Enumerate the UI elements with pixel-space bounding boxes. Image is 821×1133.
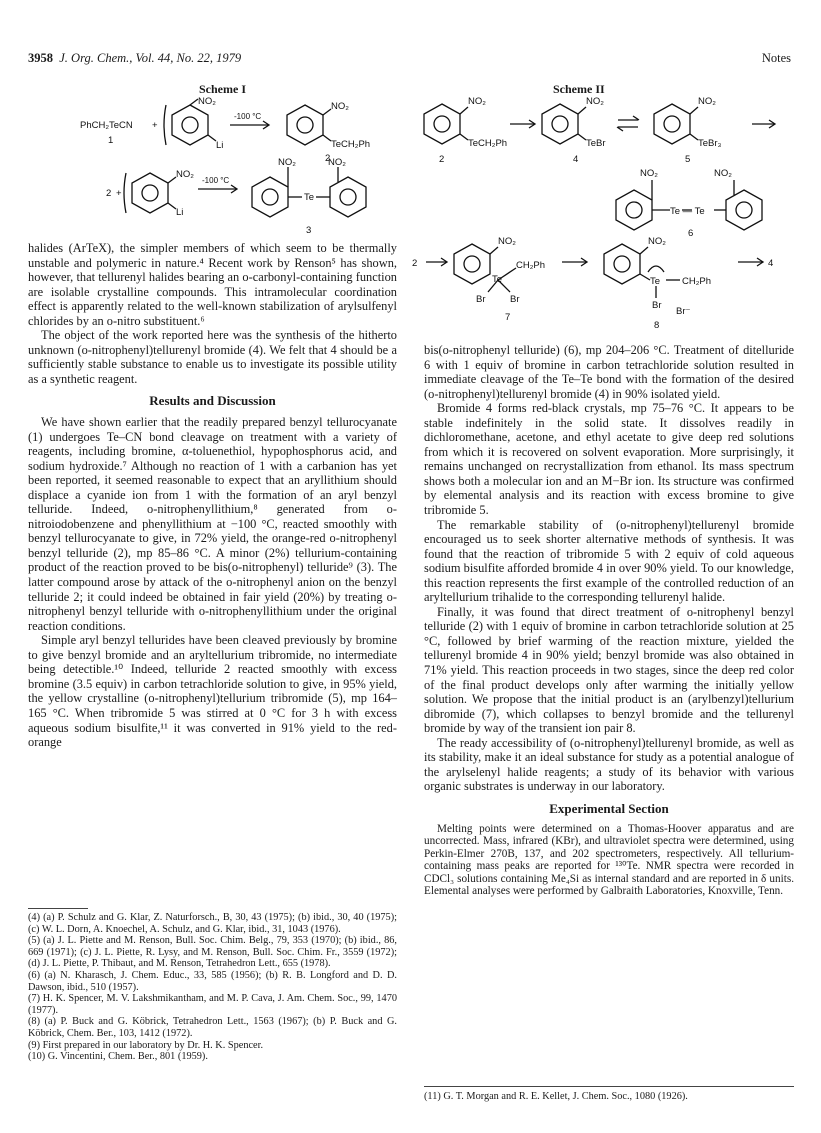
scheme1-no2-d: NO₂ (278, 157, 296, 168)
right-paragraph-3: Finally, it was found that direct treatment of o-nitrophenyl benzyl telluride (2) with 1 equiv of bromine in carbon tetrachloride solution at 25 °C, followed by brief warming of the reaction mixture, yielded the tellurenyl bromide 4 in 90% yield; benzyl bromide was also obtained in 71% yield. This reaction proceeds in two stages, since the deep red color of the final product develops only after warming the initially yellow solution. We propose that the initial product is an (arylbenzyl)tellurium dibromide (7), which collapses to benzyl bromide and the tellurenyl bromide by way of the transient ion pair 8. (424, 604, 794, 736)
s2-tech2ph: TeCH₂Ph (468, 138, 508, 149)
left-paragraph-2: We have shown earlier that the readily prepared benzyl tellurocyanate (1) undergoes Te–CN bond cleavage on treatment with a variety of reagents, including bromine, α-toluenethiol, hypophosphorus acid, and sodium hydroxide.⁷ Although no reaction of 1 with a carbanion has yet been reported, it seemed reasonable to expect that an aryllithium should displace a cyanide ion from 1 with the formation of an aryl benzyl telluride. Indeed, o-nitrophenyllithium,⁸ generated from o-nitroiodobenzene and phenyllithium at −100 °C, reacted smoothly with benzyl tellurocyanate to give, in 72% yield, the orange-red o-nitrophenyl benzyl telluride (2), mp 85–86 °C. A minor (2%) tellurium-containing product of the reaction proved to be bis(o-nitrophenyl) telluride⁹ (3). The latter compound arose by attack of the o-nitrophenyl anion on the benzyl telluride 2; it could indeed be obtained in fair yield (20%) by treating o-nitrophenyl benzyl telluride with o-nitrophenyllithium under the original reaction conditions. (28, 415, 397, 633)
right-paragraph-0: bis(o-nitrophenyl telluride) (6), mp 204–206 °C. Treatment of ditelluride 6 with 1 equiv of bromine in carbon tetrachloride solution resulted in immediate cleavage of the Te–Te bond with the formation of the desired (o-nitrophenyl)tellurenyl bromide (4) in 90% isolated yield. (424, 343, 794, 401)
s2-no2-a: NO₂ (468, 96, 486, 107)
s2-no2-e: NO₂ (714, 168, 732, 179)
right-paragraph-5: Melting points were determined on a Thomas-Hoover apparatus and are uncorrected. Mass, infrared (KBr), and ultraviolet spectra were determined, using Perkin-Elmer 270B, 137, and 202 spectrometers, respectively. All tellurium-containing mass peaks are reported for ¹³⁰Te. NMR spectra were recorded in CDCl₃ solutions containing Me₄Si as internal standard and are reported in δ units. Elemental analyses were performed by Galbraith Laboratories, Knoxville, Tenn. (424, 822, 794, 898)
footnote-4: (4) (a) P. Schulz and G. Klar, Z. Naturforsch., B, 30, 43 (1975); (b) ibid., 30, 40 (1975); (c) W. L. Dorn, A. Knoechel, A. Schulz, and G. Klar, ibid., 31, 1043 (1976). (28, 912, 397, 935)
scheme1-no2-c: NO₂ (176, 169, 194, 180)
footnote-9: (9) First prepared in our laboratory by Dr. H. K. Spencer. (28, 1039, 264, 1051)
s2-to-4: 4 (768, 258, 774, 269)
scheme1-prod2-sub: TeCH₂Ph (331, 139, 371, 150)
s2-ch2ph-8: CH₂Ph (682, 276, 712, 287)
s2-label-7: 7 (505, 312, 511, 323)
s2-no2-g: NO₂ (648, 236, 666, 247)
s2-label-4: 4 (573, 154, 579, 165)
scheme1-no2-b: NO₂ (331, 101, 349, 112)
s2-label-2: 2 (439, 154, 445, 165)
left-paragraph-3: Simple aryl benzyl tellurides have been cleaved previously by bromine to give benzyl bromide and an aryltellurium tribromide, no intermediate being detectible.¹⁰ Indeed, telluride 2 reacted smoothly with excess bromine (3.5 equiv) in carbon tetrachloride solution to give, in 95% yield, the yellow crystalline (o-nitrophenyl)tellurium tribromide (5), mp 164–165 °C. When tribromide 5 was stirred at 0 °C for 3 h with excess aqueous sodium bisulfite,¹¹ it was converted in 91% yield to the red-orange (28, 633, 397, 750)
scheme-2-figure (412, 92, 796, 330)
s2-no2-f: NO₂ (498, 236, 516, 247)
footnote-8: (8) (a) P. Buck and G. Köbrick, Tetrahedron Lett., 1563 (1967); (b) P. Buck and G. Köbrick, Chem. Ber., 103, 1412 (1972). (28, 1016, 397, 1039)
s2-label-8: 8 (654, 320, 660, 330)
scheme-2-title: Scheme II (553, 82, 605, 96)
footnote-6: (6) (a) N. Kharasch, J. Chem. Educ., 33, 585 (1956); (b) R. B. Longford and D. D. Dawson, ibid., 510 (1957). (28, 969, 397, 993)
running-header (28, 51, 241, 66)
s2-label-5: 5 (685, 154, 691, 165)
footnotes-right (424, 1091, 794, 1103)
scheme1-label-3: 3 (306, 225, 312, 235)
right-paragraph-4: The ready accessibility of (o-nitrophenyl)tellurenyl bromide, as well as its stability, make it an ideal substance for study as a potential analogue of the arylselenyl halide reagents; a study of its behavior with various organic substrates is underway in our laboratory. (424, 735, 794, 794)
s2-br-7a: Br (476, 294, 486, 305)
scheme1-no2-e: NO₂ (328, 157, 346, 168)
left-paragraph-1: The object of the work reported here was the synthesis of the hitherto unknown (o-nitrophenyl)tellurenyl bromide (4). We felt that 4 should be a sufficiently stable substance to enable us to investigate its possible utility as a synthetic reagent. (28, 328, 397, 386)
right-paragraph-2: The remarkable stability of (o-nitrophenyl)tellurenyl bromide encouraged us to seek shorter alternative methods of synthesis. It was found that the reaction of tribromide 5 with 2 equiv of cold aqueous sodium bisulfite afforded bromide 4 in over 90% yield. To our knowledge, this reaction represents the first example of the controlled reduction of an aryltellurium trihalide to the corresponding tellurenyl halide. (424, 517, 794, 605)
scheme1-li-b: Li (176, 207, 184, 218)
s2-label-6: 6 (688, 228, 694, 239)
scheme1-label-2: 2 (325, 153, 331, 164)
page-number: 3958 (28, 51, 53, 65)
s2-start-2: 2 (412, 258, 418, 269)
s2-te-8: Te (650, 276, 661, 287)
s2-no2-c: NO₂ (698, 96, 716, 107)
scheme1-reagent-1: PhCH₂TeCN (80, 120, 133, 131)
s2-brminus-8: Br⁻ (676, 306, 691, 317)
experimental-heading: Experimental Section (549, 800, 669, 816)
results-heading: Results and Discussion (149, 393, 276, 409)
scheme1-condition-1: -100 °C (234, 112, 262, 121)
s2-ch2ph-7: CH₂Ph (516, 260, 546, 271)
s2-no2-d: NO₂ (640, 168, 658, 179)
scheme1-label-2b: 2 (106, 188, 112, 199)
left-paragraph-0: halides (ArTeX), the simpler members of which seem to be thermally unstable and polymeric in nature.⁴ Recent work by Renson⁵ has shown, however, that tellurenyl halides bearing an o-carbonyl-containing function are isolable crystalline compounds. This intramolecular coordination effect is apparently related to the well-known stabilization of arylsulfenyl chlorides by an o-nitro substituent.⁶ (28, 241, 397, 328)
scheme1-plus: + (152, 120, 158, 131)
s2-br-8: Br (652, 300, 662, 311)
section-label: Notes (761, 51, 791, 65)
s2-no2-b: NO₂ (586, 96, 604, 107)
scheme1-li-a: Li (216, 140, 224, 151)
s2-te-te: Te — Te (670, 206, 705, 217)
footnote-5: (5) (a) J. L. Piette and M. Renson, Bull. Soc. Chim. Belg., 79, 353 (1970); (b) ibid., 86, 669 (1971); (c) J. L. Piette, R. Lysy, and M. Renson, Bull. Soc. Chim. Fr., 3559 (1972); (d) J. L. Piette, P. Thibaut, and M. Renson, Tetrahedron Lett., 655 (1978). (28, 935, 397, 970)
right-paragraph-1: Bromide 4 forms red-black crystals, mp 75–76 °C. It appears to be stable indefinitely in the solid state. It dissolves readily in dichloromethane, acetone, and ethyl acetate to give deep red solutions from which it is recovered on solvent evaporation. More surprisingly, it remains unchanged on recrystallization from ethanol. Its mass spectrum shows both a molecular ion and an M−Br ion. Its structure was confirmed by elemental analysis and its reaction with excess bromine to give tribromide 5. (424, 401, 794, 518)
footnote-7: (7) H. K. Spencer, M. V. Lakshmikantham, and M. P. Cava, J. Am. Chem. Soc., 99, 1470 (1977). (28, 993, 397, 1016)
s2-tebr: TeBr (586, 138, 606, 149)
scheme1-plus-b: + (116, 188, 122, 199)
scheme-1-figure (80, 95, 400, 235)
scheme1-label-1: 1 (108, 135, 114, 146)
footnote-10: (10) G. Vincentini, Chem. Ber., 801 (1959). (28, 1051, 208, 1063)
scheme1-condition-2: -100 °C (202, 176, 230, 185)
s2-br-7b: Br (510, 294, 520, 305)
s2-tebr3: TeBr₃ (698, 138, 722, 149)
left-column-body (28, 241, 397, 750)
scheme-1-title: Scheme I (199, 82, 246, 96)
scheme1-te: Te (304, 192, 315, 203)
footnote-rule-right (424, 1086, 794, 1087)
footnote-11: (11) G. T. Morgan and R. E. Kellet, J. Chem. Soc., 1080 (1926). (424, 1091, 688, 1102)
footnotes-left (28, 912, 397, 1063)
footnote-rule-left (28, 908, 88, 909)
s2-te-7: Te (492, 274, 503, 285)
right-column-body (424, 343, 794, 898)
scheme1-no2-a: NO₂ (198, 96, 216, 107)
journal-citation: J. Org. Chem., Vol. 44, No. 22, 1979 (59, 51, 242, 65)
